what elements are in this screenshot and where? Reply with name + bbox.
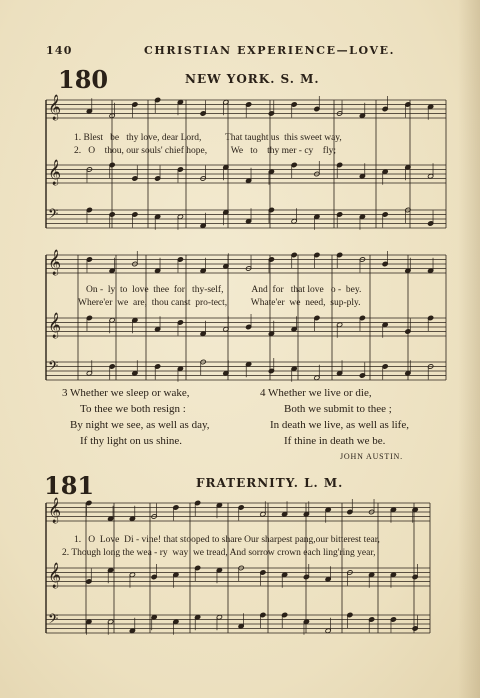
hymn-181-tune-title: FRATERNITY. L. M. (196, 476, 344, 490)
stanza-4-line-4: If thine in death we be. (284, 435, 386, 447)
h180s2-clef-0: 𝄞 (48, 250, 62, 275)
hymn-180-lyric-verse2-line2: Where'er we are, thou canst pro-tect, Whate'er we need, sup-ply. (78, 298, 361, 308)
h181s1-clef-2: 𝄢 (48, 611, 59, 630)
hymn-180-lyric-verse1: 1. Blest be thy love, dear Lord, That taught us this sweet way, (74, 133, 342, 143)
hymn-181-lyric-verse1: 1. O Love Di - vine! that stooped to share Our sharpest pang,our bitterest tear, (74, 535, 380, 545)
hymn-180-author: JOHN AUSTIN. (340, 452, 403, 461)
hymn-180-lyric-verse2: 2. O thou, our souls' chief hope, We to thy mer - cy fly; (74, 146, 336, 156)
stanza-3-line-2: To thee we both resign : (80, 403, 186, 415)
stanza-4-line-1: 4 Whether we live or die, (260, 387, 372, 399)
stanza-4-line-2: Both we submit to thee ; (284, 403, 392, 415)
hymn-180-system-2 (46, 249, 446, 382)
stanza-4-line-3: In death we live, as well as life, (270, 419, 409, 431)
h180s2-clef-2: 𝄢 (48, 358, 59, 377)
hymn-180-lyric-verse1-line2: On - ly to love thee for thy-self, And for that love o - bey. (86, 285, 362, 295)
h180s1-clef-0: 𝄞 (48, 95, 62, 120)
hymn-180-number: 180 (58, 65, 109, 94)
hymn-181-system-1 (46, 497, 430, 635)
h181s1-clef-1: 𝄞 (48, 563, 62, 588)
running-title: CHRISTIAN EXPERIENCE—LOVE. (144, 44, 396, 57)
hymn-181-lyric-verse2: 2. Though long the wea - ry way we tread, And sorrow crown each ling'ring year, (62, 548, 376, 558)
h180s2-clef-1: 𝄞 (48, 313, 62, 338)
stanza-3-line-1: 3 Whether we sleep or wake, (62, 387, 190, 399)
stanza-3-line-3: By night we see, as well as day, (70, 419, 210, 431)
page-number: 140 (46, 44, 73, 57)
hymn-181-number: 181 (44, 471, 95, 500)
h181s1-clef-0: 𝄞 (48, 498, 62, 523)
stanza-3-line-4: If thy light on us shine. (80, 435, 183, 447)
hymn-180-tune-title: NEW YORK. S. M. (185, 72, 320, 86)
h180s1-clef-2: 𝄢 (48, 206, 59, 225)
hymn-180-system-1 (46, 94, 446, 230)
h180s1-clef-1: 𝄞 (48, 160, 62, 185)
